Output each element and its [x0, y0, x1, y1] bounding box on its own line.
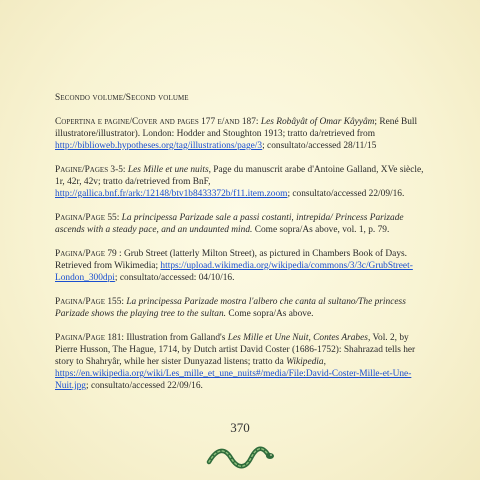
entry-label: Pagina/Page 181: [55, 333, 124, 343]
entry-title: Les Robâyât of Omar Kâyyâm [260, 117, 375, 127]
page-number: 370 [230, 420, 250, 435]
source-link[interactable]: https://en.wikipedia.org/wiki/Les_mille_et_une_nuits#/media/File:David-Coster-Mille-et-Une-Nuit.jpg [55, 369, 412, 391]
credit-entry-6 [55, 332, 425, 392]
entry-caption: La principessa Parizade sale a passi costanti, intrepida/ Princess Parizade ascends with a steady pace, and an undaunted mind. [55, 213, 404, 235]
entry-text-2: , Vol. 2, by Pierre Husson, The Hague, 1714, by Dutch artist David Coster (1686-1752): Shahrazad tells her story to Shahryâr, while her sister Dunyazad listens; tratto da [55, 333, 416, 367]
entry-tail: ; consultato/accessed 28/11/15 [262, 141, 377, 151]
entry-label: Pagina/Page 155: [55, 297, 124, 307]
entry-title: Les Mille et Une Nuit, Contes Arabes [227, 333, 368, 343]
entry-text: Illustration from Galland's [123, 333, 228, 343]
entry-text: , Page du manuscrit arabe d'Antoine Galland, XVe siècle, 1r, 42r, 42v; tratto da/retrieved from BnF, [55, 165, 424, 187]
source-link[interactable]: http://biblioweb.hypotheses.org/tag/illustrations/page/3 [55, 141, 263, 151]
section-heading: Secondo volume/Second volume [55, 93, 189, 103]
credit-entry-2 [55, 164, 425, 200]
entry-label: Pagine/Pages 3-5: [55, 165, 126, 175]
credit-entry-1 [55, 116, 425, 152]
entry-text: ; René Bull illustratore/illustrator). London: Hodder and Stoughton 1913; tratto da/retrieved from [55, 117, 418, 139]
snake-ornament-icon [205, 444, 275, 472]
source-link[interactable]: http://gallica.bnf.fr/ark:/12148/btv1b8433372b/f11.item.zoom [55, 189, 288, 199]
credit-entry-5 [55, 296, 425, 320]
entry-caption: La principessa Parizade mostra l'albero che canta al sultano/The princess Parizade shows the playing tree to the sultan. [55, 297, 406, 319]
entry-title-2: Wikipedia [286, 357, 324, 367]
entry-tail: ; consultato/accessed 22/09/16. [86, 381, 203, 391]
source-link[interactable]: https://upload.wikimedia.org/wikipedia/commons/3/3c/GrubStreet-London_300dpi [55, 261, 413, 283]
entry-label: Pagina/Page 55: [55, 213, 120, 223]
entry-tail: Come sopra/As above. [226, 309, 314, 319]
credit-entry-4 [55, 248, 425, 284]
credit-entry-3 [55, 212, 425, 236]
entry-tail: Come sopra/As above, vol. 1, p. 79. [252, 225, 390, 235]
entry-label: Copertina e pagine/Cover and pages 177 e/and 187: [55, 117, 259, 127]
entry-label: Pagina/Page 79 : [55, 249, 122, 259]
entry-tail: ; consultato/accessed: 04/10/16. [114, 273, 235, 283]
entry-tail: ; consultato/accessed 22/09/16. [287, 189, 405, 199]
entry-title: Les Mille et une nuits [127, 165, 209, 175]
entry-text-3: , [323, 357, 326, 367]
credits-page [55, 92, 425, 404]
entry-text: Grub Street (latterly Milton Street), as pictured in Chambers Book of Days. Retrieved from Wikimedia; [55, 249, 407, 271]
